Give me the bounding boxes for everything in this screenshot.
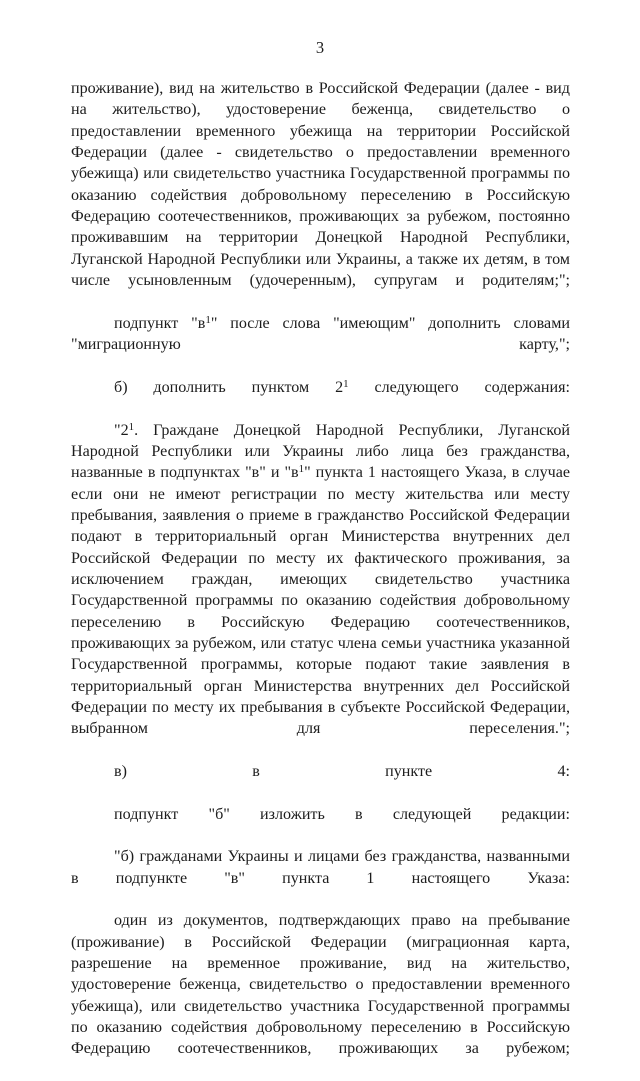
paragraph: подпункт "$в^1$" после слова "имеющим" дополнить словами "миграционную карту,"; — [71, 313, 570, 354]
page-number: 3 — [315, 38, 325, 57]
paragraph: один из документов, подтверждающих право на пребывание (проживание) в Российской Федерации (миграционная карта, разрешение на временное проживание, вид на жительство, удостоверение беженца, свидетельство о предоставлении временного убежища), или свидетельство участника Государственной программы по оказанию содействия добровольному переселению в Российскую Федерацию соотечественников, проживающих за рубежом; — [71, 912, 570, 1058]
paragraph: б) дополнить пунктом $2^1$ следующего содержания: — [114, 377, 570, 396]
paragraph: в) в пункте 4: — [114, 763, 570, 780]
paragraph: проживание), вид на жительство в Российской Федерации (далее - вид на жительство), удостоверение беженца, свидетельство о предоставлении временного убежища на территории Российской Федерации (далее - свидетельство о предоставлении временного убежища) или свидетельство участника Государственной программы по оказанию содействия добровольному переселению в Российскую Федерацию соотечественников, проживающих за рубежом, постоянно проживавшим на территории Донецкой Народной Республики, Луганской Народной Республики или Украины, а также их детям, в том числе усыновленным (удочеренным), супругам и родителям;"; — [71, 80, 570, 290]
paragraph: "б) гражданами Украины и лицами без гражданства, названными в подпункте "в" пункта 1 настоящего Указа: — [71, 848, 570, 887]
paragraph: "$2^1$. Граждане Донецкой Народной Республики, Луганской Народной Республики или Украины либо лица без гражданства, названные в подпунктах "в" и "$в^1$" пункта 1 настоящего Указа, в случае если они не имеют регистрации по месту жительства или месту пребывания, заявления о приеме в гражданство Российской Федерации подают в территориальный орган Министерства внутренних дел Российской Федерации по месту их фактического проживания, за исключением граждан, имеющих свидетельство участника Государственной программы по оказанию содействия добровольному переселению в Российскую Федерацию соотечественников, проживающих за рубежом, или статус члена семьи участника указанной Государственной программы, которые подают такие заявления в территориальный орган Министерства внутренних дел Российской Федерации по месту их пребывания в субъекте Российской Федерации, выбранном для переселения."; — [71, 420, 570, 738]
paragraph: подпункт "б" изложить в следующей редакции: — [114, 805, 570, 823]
document-body — [71, 78, 570, 1081]
